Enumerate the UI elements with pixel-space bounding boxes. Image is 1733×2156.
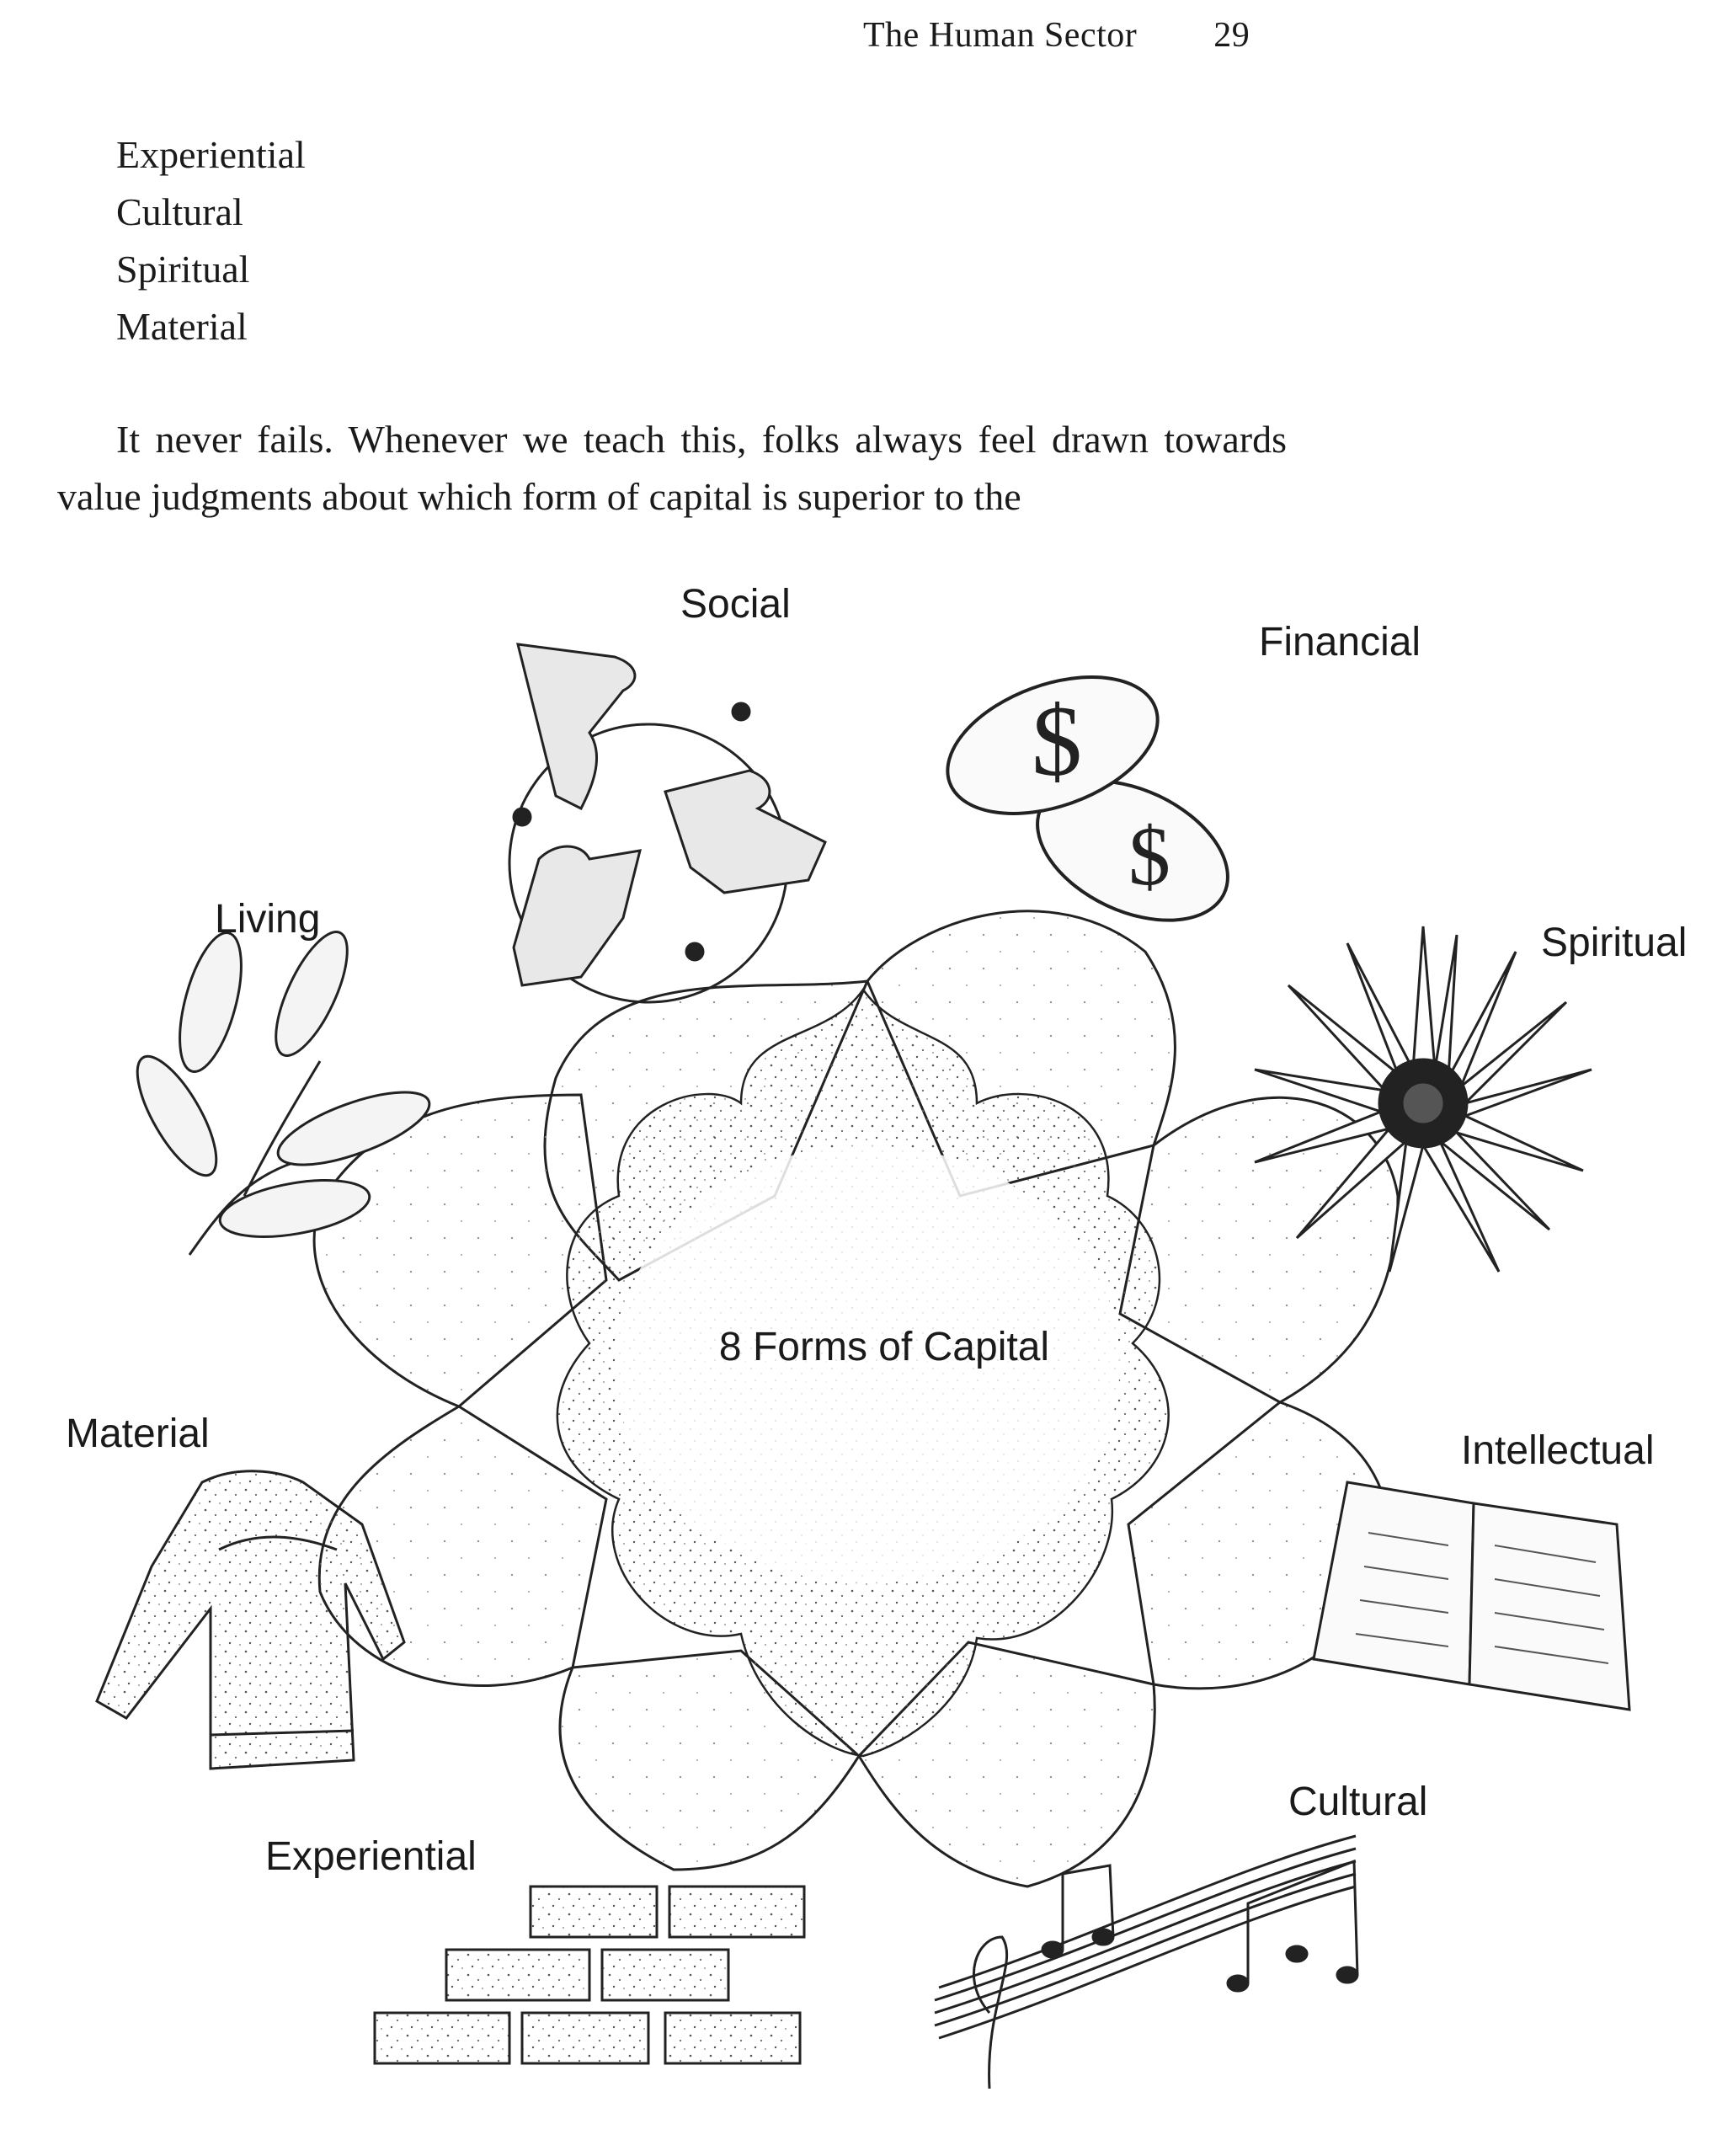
list-item: Material bbox=[116, 305, 248, 348]
eight-forms-of-capital-figure bbox=[0, 556, 1733, 2156]
paragraph-text: It never fails. Whenever we teach this, folks always feel drawn towards value judgments about which form of capital is superior to the bbox=[57, 418, 1287, 518]
list-item: Cultural bbox=[116, 190, 243, 233]
label-experiential: Experiential bbox=[265, 1834, 477, 1879]
list-item: Spiritual bbox=[116, 248, 250, 291]
label-financial: Financial bbox=[1259, 620, 1421, 664]
label-spiritual: Spiritual bbox=[1541, 921, 1688, 965]
page-number: 29 bbox=[1213, 16, 1250, 55]
label-living: Living bbox=[215, 897, 321, 942]
label-intellectual: Intellectual bbox=[1461, 1428, 1655, 1473]
petal-spiritual bbox=[1120, 1097, 1398, 1402]
running-head bbox=[863, 15, 1250, 56]
label-material: Material bbox=[66, 1412, 210, 1456]
center-label: 8 Forms of Capital bbox=[718, 1325, 1050, 1369]
bricks-icon bbox=[375, 1886, 804, 2063]
running-head-title: The Human Sector bbox=[863, 16, 1138, 55]
body-paragraph bbox=[57, 411, 1287, 526]
coins-icon bbox=[929, 651, 1250, 948]
forms-list bbox=[116, 126, 306, 355]
label-social: Social bbox=[680, 582, 791, 627]
list-item: Experiential bbox=[116, 133, 306, 176]
book-icon bbox=[1314, 1482, 1629, 1710]
svg-text:$: $ bbox=[1128, 809, 1170, 903]
label-cultural: Cultural bbox=[1288, 1780, 1428, 1824]
hands-icon bbox=[509, 644, 825, 1002]
svg-text:$: $ bbox=[1032, 685, 1082, 797]
